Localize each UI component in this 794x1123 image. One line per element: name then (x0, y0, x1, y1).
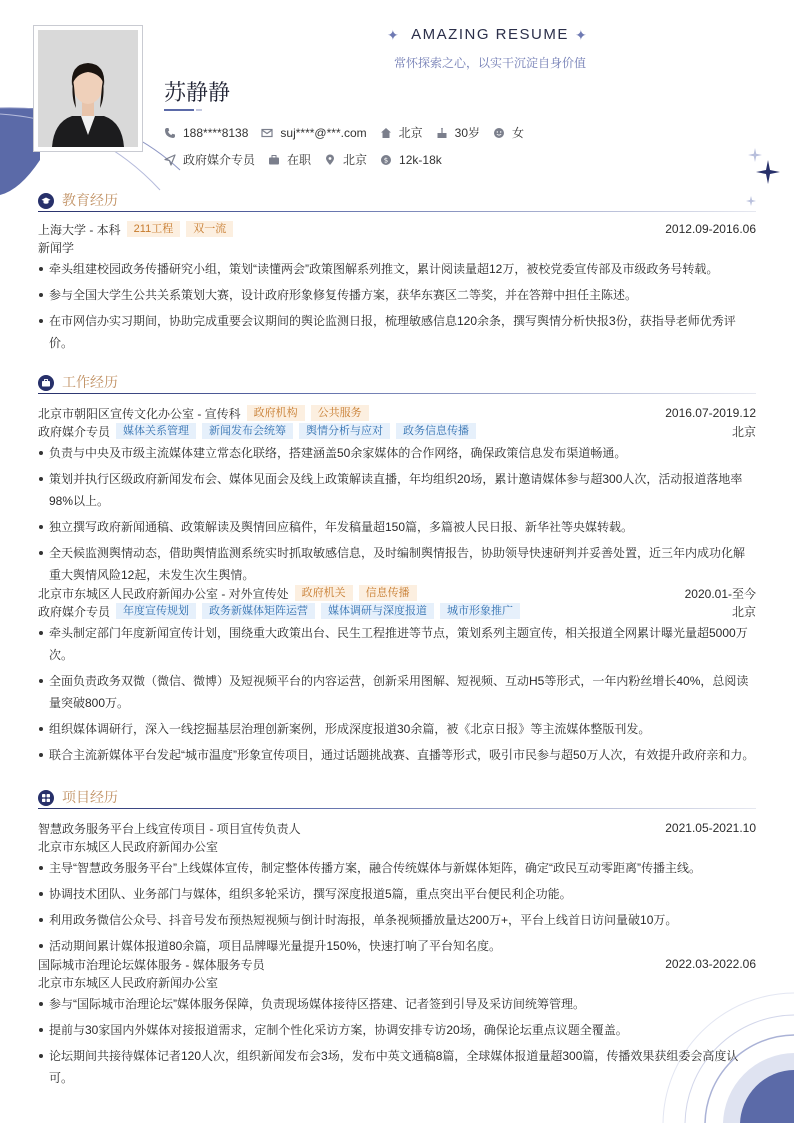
list-item: 策划并执行区级政府新闻发布会、媒体见面会及线上政策解读直播，年均组织20场，累计邀请媒体参与超300人次，活动报道落地率98%以上。 (38, 468, 756, 512)
gender-text: 女 (512, 126, 525, 140)
project-name: 智慧政务服务平台上线宣传项目 - 项目宣传负责人 (38, 821, 301, 836)
grid-apps-icon (38, 790, 54, 806)
status-text: 在职 (287, 153, 312, 167)
section-divider (38, 393, 756, 394)
work-city: 北京 (731, 604, 756, 619)
list-item: 在市网信办实习期间，协助完成重要会议期间的舆论监测日报，梳理敏感信息120余条，撰写舆情分析快报3份，获指导老师优秀评价。 (38, 310, 756, 354)
school-tag: 211工程 (127, 221, 181, 237)
phone-icon (164, 127, 176, 139)
contact-info-row (164, 124, 537, 141)
list-item: 联合主流新媒体平台发起“城市温度”形象宣传项目，通过话题挑战赛、直播等形式，吸引市民参与超50万人次，有效提升政府亲和力。 (38, 744, 756, 766)
skill-tag: 舆情分析与应对 (299, 423, 390, 439)
list-item: 组织媒体调研行，深入一线挖掘基层治理创新案例，形成深度报道30余篇，被《北京日报》等主流媒体整版刊发。 (38, 718, 756, 740)
resume-title: AMAZING RESUME (411, 26, 569, 43)
target-city-text: 北京 (343, 153, 368, 167)
project-date: 2022.03-2022.06 (665, 957, 756, 971)
section-divider (38, 808, 756, 809)
phone-item (164, 126, 248, 140)
smile-icon (493, 127, 505, 139)
work-bullets (38, 622, 756, 766)
project-date: 2021.05-2021.10 (665, 821, 756, 835)
education-section (38, 190, 756, 358)
work-role: 政府媒介专员 (38, 604, 111, 619)
title-star-left-icon: ✦ (387, 27, 399, 43)
project-name: 国际城市治理论坛媒体服务 - 媒体服务专员 (38, 957, 265, 972)
birthday-cake-icon (436, 127, 448, 139)
list-item: 全面负责政务双微（微信、微博）及短视频平台的内容运营，创新采用图解、短视频、互动H5等形式，一年内粉丝增长40%，总阅读量突破800万。 (38, 670, 756, 714)
list-item: 牵头组建校园政务传播研究小组，策划“读懂两会”政策图解系列推文，累计阅读量超12万，被校党委宣传部及市级政务号转载。 (38, 258, 756, 280)
list-item: 论坛期间共接待媒体记者120人次，组织新闻发布会3场，发布中英文通稿8篇，全球媒体报道量超300篇，传播效果获组委会高度认可。 (38, 1045, 756, 1089)
money-icon (380, 154, 392, 166)
work-header (38, 372, 756, 396)
list-item: 负责与中央及市级主流媒体建立常态化联络，搭建涵盖50余家媒体的合作网络，确保政策信息发布渠道畅通。 (38, 442, 756, 464)
briefcase-icon (268, 154, 280, 166)
target-role-item (164, 151, 255, 168)
job-intention-row (164, 151, 455, 168)
list-item: 活动期间累计媒体报道80余篇，项目品牌曝光量提升150%，快速打响了平台知名度。 (38, 935, 756, 957)
svg-text:$: $ (383, 156, 389, 164)
education-date: 2012.09-2016.06 (665, 222, 756, 236)
project-bullets (38, 857, 756, 957)
location-item (380, 124, 423, 141)
work-entry (38, 584, 756, 766)
list-item: 牵头制定部门年度新闻宣传计划，围绕重大政策出台、民生工程推进等节点，策划系列主题宣传，相关报道全网累计曝光量超5000万次。 (38, 622, 756, 666)
work-date: 2016.07-2019.12 (665, 406, 756, 420)
work-date: 2020.01-至今 (684, 586, 756, 601)
skill-tag: 城市形象推广 (440, 603, 520, 619)
org-tag: 政府机关 (295, 585, 353, 601)
org-tag: 公共服务 (311, 405, 369, 421)
work-entry (38, 404, 756, 586)
profile-photo (33, 25, 143, 152)
skill-tag: 政务信息传播 (396, 423, 476, 439)
project-section (38, 787, 756, 1093)
skill-tag: 年度宣传规划 (116, 603, 196, 619)
list-item: 全天候监测舆情动态，借助舆情监测系统实时抓取敏感信息，及时编制舆情报告，协助领导快速研判并妥善处置，近三年内成功化解重大舆情风险12起，未发生次生舆情。 (38, 542, 756, 586)
school-tag: 双一流 (186, 221, 233, 237)
name-underline (164, 109, 194, 111)
skill-tag: 政务新媒体矩阵运营 (202, 603, 315, 619)
slogan: 常怀探索之心，以实干沉淀自身价值 (393, 56, 586, 70)
avatar (38, 30, 138, 147)
briefcase-icon (38, 375, 54, 391)
send-icon (164, 154, 176, 166)
project-title: 项目经历 (62, 789, 118, 805)
location-text: 北京 (398, 126, 423, 140)
org-tag: 政府机构 (247, 405, 305, 421)
list-item: 主导“智慧政务服务平台”上线媒体宣传，制定整体传播方案，融合传统媒体与新媒体矩阵，确定“政民互动零距离”传播主线。 (38, 857, 756, 879)
work-bullets (38, 442, 756, 586)
list-item: 参与“国际城市治理论坛”媒体服务保障，负责现场媒体接待区搭建、记者签到引导及采访间统筹管理。 (38, 993, 756, 1015)
age-item (436, 124, 480, 141)
age-text: 30岁 (454, 126, 480, 140)
gender-item (493, 124, 524, 141)
work-title: 工作经历 (62, 374, 118, 390)
home-icon (380, 127, 392, 139)
work-city: 北京 (731, 424, 756, 439)
org-tag: 信息传播 (359, 585, 417, 601)
list-item: 参与全国大学生公共关系策划大赛，设计政府形象修复传播方案，获华东赛区二等奖，并在答辩中担任主陈述。 (38, 284, 756, 306)
work-role: 政府媒介专员 (38, 424, 111, 439)
project-entry (38, 955, 756, 1089)
list-item: 独立撰写政府新闻通稿、政策解读及舆情回应稿件，年发稿量超150篇，多篇被人民日报、新华社等央媒转载。 (38, 516, 756, 538)
phone-text: 188****8138 (183, 125, 249, 140)
major: 新闻学 (38, 240, 75, 255)
work-org: 北京市东城区人民政府新闻办公室 - 对外宣传处 (38, 586, 289, 601)
section-divider (38, 211, 756, 212)
school-name: 上海大学 - 本科 (38, 222, 121, 237)
status-item (268, 151, 311, 168)
list-item: 提前与30家国内外媒体对接报道需求，定制个性化采访方案，协调安排专访20场，确保论坛重点议题全覆盖。 (38, 1019, 756, 1041)
target-role-text: 政府媒介专员 (183, 153, 256, 167)
project-entry (38, 819, 756, 957)
target-city-item (324, 151, 367, 168)
project-org: 北京市东城区人民政府新闻办公室 (38, 839, 219, 854)
project-header (38, 787, 756, 811)
education-title: 教育经历 (62, 192, 118, 208)
work-section (38, 372, 756, 770)
name-underline-accent (196, 109, 202, 111)
email-icon (261, 127, 273, 139)
project-bullets (38, 993, 756, 1089)
salary-text: 12k-18k (399, 152, 442, 167)
education-bullets (38, 258, 756, 354)
list-item: 利用政务微信公众号、抖音号发布预热短视频与倒计时海报，单条视频播放量达200万+，平台上线首日访问量破10万。 (38, 909, 756, 931)
skill-tag: 媒体关系管理 (116, 423, 196, 439)
project-org: 北京市东城区人民政府新闻办公室 (38, 975, 219, 990)
map-pin-icon (324, 154, 336, 166)
title-star-right-icon: ✦ (575, 27, 587, 43)
skill-tag: 新闻发布会统筹 (202, 423, 293, 439)
graduation-cap-icon (38, 193, 54, 209)
work-org: 北京市朝阳区宣传文化办公室 - 宣传科 (38, 406, 241, 421)
education-header (38, 190, 756, 214)
email-item (261, 126, 366, 140)
skill-tag: 媒体调研与深度报道 (321, 603, 434, 619)
salary-item (380, 153, 442, 167)
email-text: suj****@***.com (280, 125, 367, 140)
list-item: 协调技术团队、业务部门与媒体，组织多轮采访，撰写深度报道5篇，重点突出平台便民利企功能。 (38, 883, 756, 905)
candidate-name: 苏静静 (164, 80, 231, 105)
